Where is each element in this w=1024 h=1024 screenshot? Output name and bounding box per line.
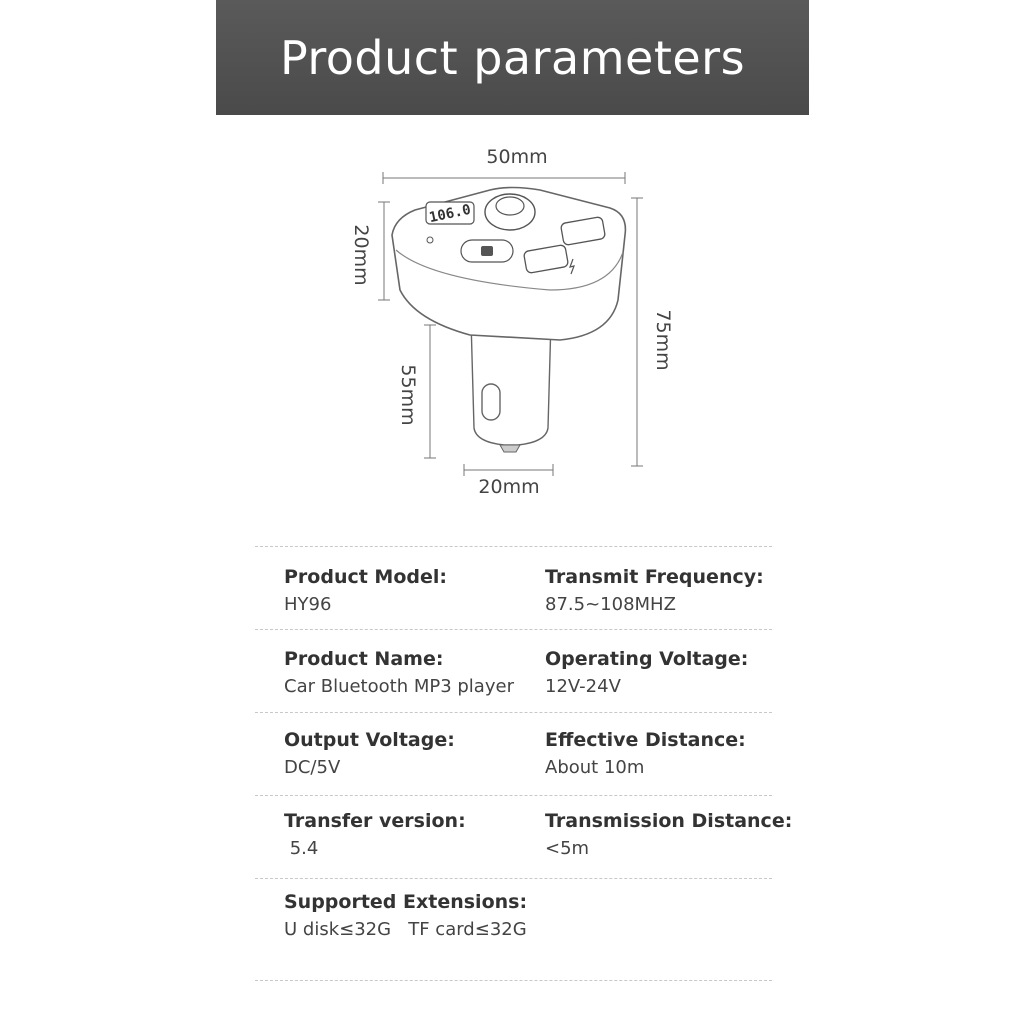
param-value: <5m [545, 838, 590, 859]
param-label: Product Name: [284, 648, 444, 670]
param-value: 5.4 [284, 838, 319, 859]
param-value: DC/5V [284, 757, 341, 778]
param-product-model [284, 566, 447, 615]
param-product-name [284, 648, 514, 697]
param-label: Effective Distance: [545, 729, 746, 751]
param-label: Transmission Distance: [545, 810, 793, 832]
param-effective-distance [545, 729, 746, 778]
param-label: Operating Voltage: [545, 648, 749, 670]
transmitter-illustration [392, 188, 625, 453]
row-separator [255, 878, 772, 879]
param-label: Product Model: [284, 566, 447, 588]
plug-width-dimension-label: 20mm [478, 476, 540, 498]
param-value: HY96 [284, 594, 332, 615]
param-label: Output Voltage: [284, 729, 455, 751]
row-separator [255, 980, 772, 981]
row-separator [255, 712, 772, 713]
param-output-voltage [284, 729, 455, 778]
param-value: 87.5~108MHZ [545, 594, 676, 615]
plug-length-dimension-label: 55mm [397, 364, 419, 426]
param-transmission-distance [545, 810, 792, 859]
row-separator [255, 546, 772, 547]
param-label: Transfer version: [284, 810, 466, 832]
row-separator [255, 795, 772, 796]
width-dimension-label: 50mm [486, 146, 548, 168]
top-height-dimension-label: 20mm [350, 224, 372, 286]
display-reading: 106.0 [427, 201, 473, 227]
param-transfer-version [284, 810, 466, 859]
param-value: U disk≤32G TF card≤32G [284, 919, 527, 940]
product-dimension-diagram [340, 140, 680, 510]
param-transmit-frequency [545, 566, 764, 615]
param-value: About 10m [545, 757, 645, 778]
title-banner [216, 0, 809, 115]
row-separator [255, 629, 772, 630]
param-supported-extensions [284, 891, 527, 940]
total-height-dimension-label: 75mm [652, 309, 674, 371]
page-title: Product parameters [279, 30, 746, 85]
param-value: Car Bluetooth MP3 player [284, 676, 514, 697]
param-value: 12V-24V [545, 676, 621, 697]
param-label: Supported Extensions: [284, 891, 528, 913]
param-label: Transmit Frequency: [545, 566, 764, 588]
param-operating-voltage [545, 648, 748, 697]
